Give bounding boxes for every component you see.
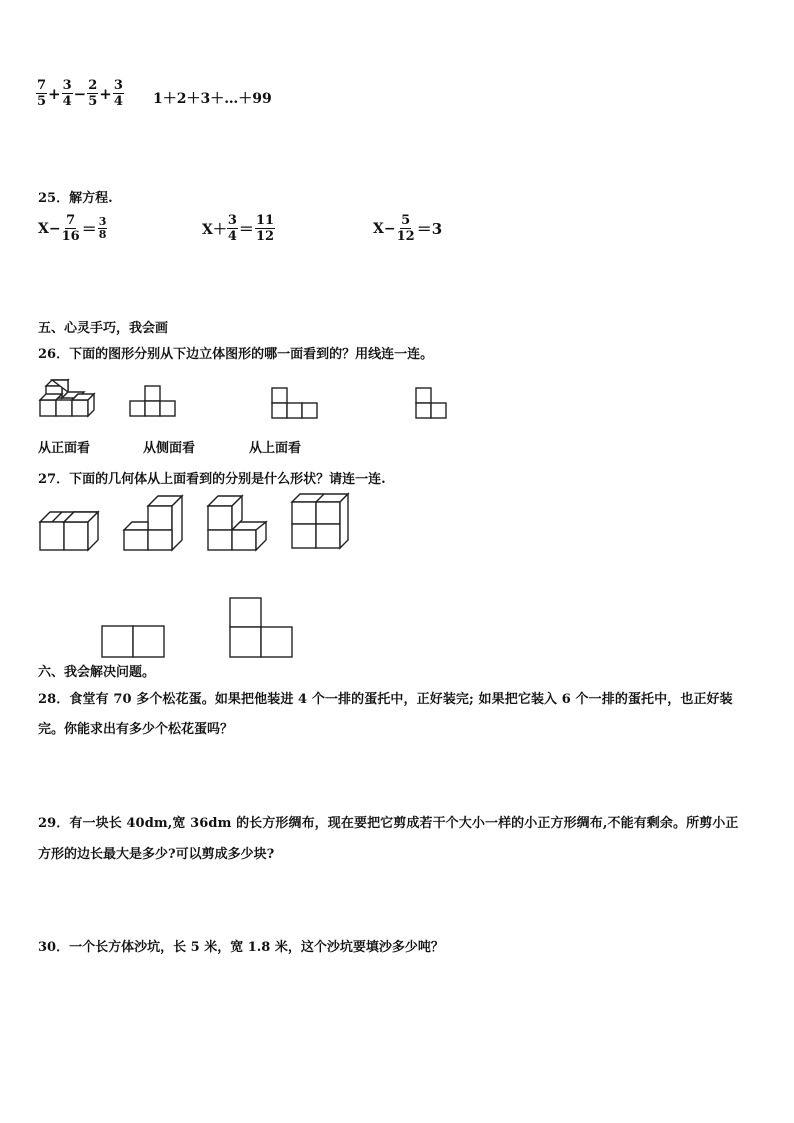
q26-label-front: 从正面看 bbox=[38, 441, 91, 456]
q27-solid-2 bbox=[122, 492, 186, 554]
q24-expression-1 bbox=[36, 78, 124, 109]
operator: + bbox=[99, 84, 112, 103]
q29-question-line-2: 方形的边长最大是多少?可以剪成多少块? bbox=[38, 847, 275, 862]
q24-expression-2: 1＋2＋3＋…＋99 bbox=[153, 91, 272, 107]
q28-question-line-1: 28．食堂有 70 多个松花蛋。如果把他装进 4 个一排的蛋托中，正好装完; 如果把它装入 6 个一排的蛋托中，也正好装 bbox=[38, 692, 733, 707]
q30-question: 30．一个长方体沙坑，长 5 米，宽 1.8 米，这个沙坑要填沙多少吨？ bbox=[38, 940, 444, 955]
q26-view-shape-3 bbox=[414, 386, 448, 422]
q25-equation-3: X− $\frac{5}{12}$ ＝3 bbox=[373, 213, 443, 244]
fraction: $\frac{7}{5}$ bbox=[37, 78, 47, 109]
operator: + bbox=[48, 84, 61, 103]
q27-top-view-shape-2 bbox=[228, 596, 296, 660]
q26-solid-figure bbox=[38, 378, 102, 420]
fraction: $\frac{3}{4}$ bbox=[113, 78, 123, 109]
q25-title: 25．解方程. bbox=[38, 191, 113, 206]
q28-question-line-2: 完。你能求出有多少个松花蛋吗？ bbox=[38, 722, 234, 737]
section-6-title: 六、我会解决问题。 bbox=[38, 665, 156, 680]
q27-solid-4 bbox=[290, 492, 354, 554]
fraction: $\frac{5}{12}$ bbox=[396, 213, 415, 244]
q25-equation-2: X＋ $\frac{3}{4}$ ＝ $\frac{11}{12}$ bbox=[202, 213, 275, 244]
fraction: $\frac{3}{8}$ bbox=[98, 215, 107, 241]
fraction: $\frac{2}{5}$ bbox=[88, 78, 98, 109]
q27-question: 27．下面的几何体从上面看到的分别是什么形状？请连一连. bbox=[38, 472, 386, 487]
q26-question: 26．下面的图形分别从下边立体图形的哪一面看到的？用线连一连。 bbox=[38, 347, 434, 362]
fraction: $\frac{3}{4}$ bbox=[62, 78, 72, 109]
q25-equation-1: X− $\frac{7}{16}$ ＝ $\frac{3}{8}$ bbox=[38, 213, 107, 244]
operator: − bbox=[73, 84, 87, 103]
q26-label-top: 从上面看 bbox=[249, 441, 302, 456]
q27-top-view-shape-1 bbox=[100, 624, 168, 660]
q26-view-shape-1 bbox=[130, 384, 178, 418]
section-5-title: 五、心灵手巧，我会画 bbox=[38, 321, 169, 336]
fraction: $\frac{7}{16}$ bbox=[61, 213, 80, 244]
q29-question-line-1: 29．有一块长 40dm,宽 36dm 的长方形绸布，现在要把它剪成若干个大小一样的小正方形绸布,不能有剩余。所剪小正 bbox=[38, 816, 739, 831]
fraction: $\frac{11}{12}$ bbox=[255, 213, 275, 244]
fraction: $\frac{3}{4}$ bbox=[227, 213, 237, 244]
q26-view-shape-2 bbox=[272, 386, 320, 420]
q27-solid-1 bbox=[38, 508, 102, 554]
q26-label-side: 从侧面看 bbox=[143, 441, 196, 456]
q27-solid-3 bbox=[206, 492, 270, 554]
